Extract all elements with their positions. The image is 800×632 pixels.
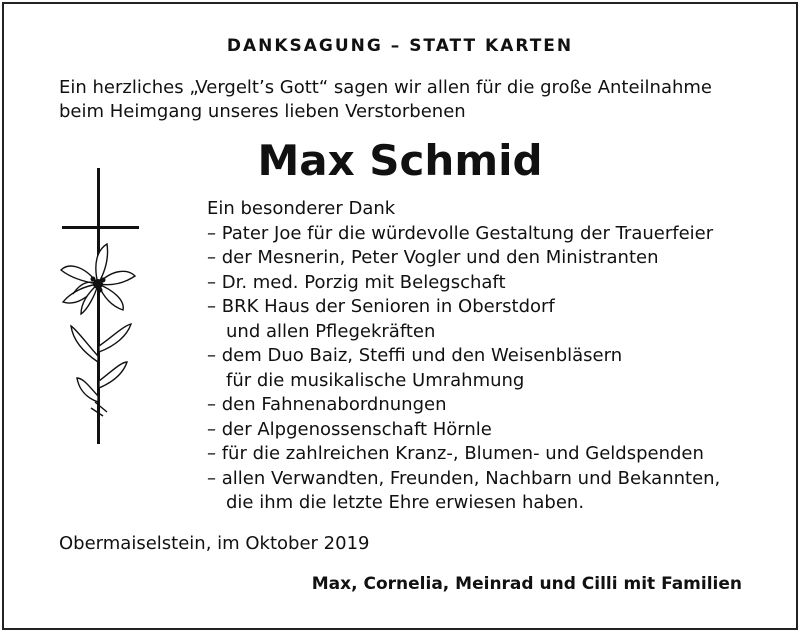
notice-heading: DANKSAGUNG – STATT KARTEN (226, 36, 574, 56)
thanks-line: – BRK Haus der Senioren in Oberstdorf (207, 296, 555, 317)
deceased-name: Max Schmid (257, 136, 543, 185)
thanks-list (207, 197, 767, 516)
signature: Max, Cornelia, Meinrad und Cilli mit Familien (311, 574, 742, 594)
thanks-line: – Dr. med. Porzig mit Belegschaft (207, 271, 506, 293)
place-date: Obermaiselstein, im Oktober 2019 (59, 533, 370, 554)
thanks-line: – dem Duo Baiz, Steffi und den Weisenbläsern (207, 345, 623, 366)
thanks-line: – für die zahlreichen Kranz-, Blumen- und Geldspenden (207, 443, 704, 464)
cross-with-edelweiss-icon (55, 166, 145, 446)
intro-line: beim Heimgang unseres lieben Verstorbenen (59, 101, 466, 122)
thanks-line: – der Mesnerin, Peter Vogler und den Ministranten (207, 247, 659, 268)
intro-text (59, 76, 779, 124)
thanks-line: – Pater Joe für die würdevolle Gestaltung der Trauerfeier (207, 222, 714, 244)
thanks-line: – der Alpgenossenschaft Hörnle (207, 418, 492, 440)
thanks-line: die ihm die letzte Ehre erwiesen haben. (226, 492, 585, 513)
thanks-line: Ein besonderer Dank (207, 198, 396, 219)
thanks-line: – allen Verwandten, Freunden, Nachbarn und Bekannten, (207, 467, 721, 489)
thanks-line: und allen Pflegekräften (226, 320, 436, 342)
thanks-line: für die musikalische Umrahmung (226, 369, 525, 391)
thanks-line: – den Fahnenabordnungen (207, 394, 447, 415)
intro-line: Ein herzliches „Vergelt’s Gott“ sagen wir allen für die große Anteilnahme (59, 77, 713, 98)
